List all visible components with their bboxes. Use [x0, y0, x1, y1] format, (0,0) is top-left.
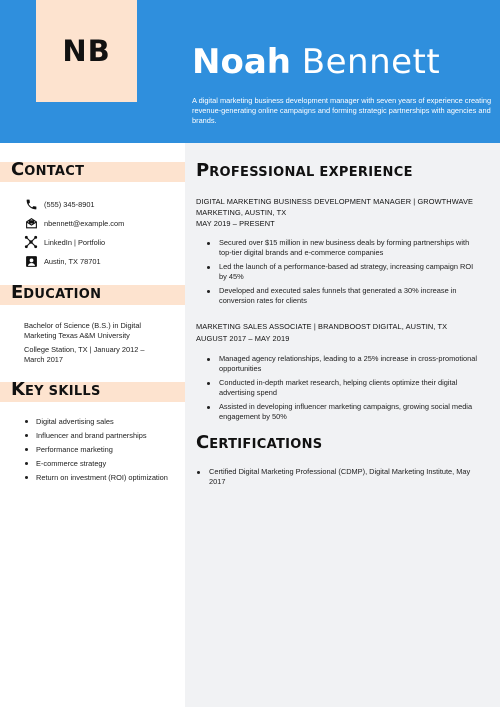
header-banner: [0, 0, 500, 143]
profile-summary: A digital marketing business development manager with seven years of experience creating revenue-generating online campaigns and forming strategic partnerships with agencies and brands.: [192, 96, 492, 125]
job-title: MARKETING SALES ASSOCIATE | BRANDBOOST DIGITAL, AUSTIN, TX: [196, 322, 448, 331]
education-heading: EDUCATION: [11, 282, 102, 303]
last-name: Bennett: [301, 42, 441, 82]
candidate-name: [192, 40, 440, 84]
job-title: DIGITAL MARKETING BUSINESS DEVELOPMENT MANAGER | GROWTHWAVE MARKETING, AUSTIN, TX: [196, 197, 474, 217]
certifications-heading: CERTIFICATIONS: [196, 432, 323, 453]
monogram-badge: [36, 0, 137, 102]
skills-heading: KEY SKILLS: [11, 379, 101, 400]
address-card-icon: [24, 254, 38, 268]
skill-item: Influencer and brand partnerships: [24, 431, 174, 441]
job-bullet: Led the launch of a performance-based ad strategy, increasing campaign ROI by 45%: [207, 262, 477, 282]
skill-item: E-commerce strategy: [24, 459, 174, 469]
job-dates: AUGUST 2017 – MAY 2019: [196, 334, 290, 343]
network-icon: [24, 235, 38, 249]
certifications-list: [196, 467, 486, 487]
phone-icon: [24, 197, 38, 211]
job-bullets: [207, 354, 477, 426]
job-bullet: Secured over $15 million in new business deals by forming partnerships with top-tier digital brands and e-commerce companies: [207, 238, 477, 258]
skill-item: Digital advertising sales: [24, 417, 174, 427]
job-bullet: Managed agency relationships, leading to a 25% increase in cross-promotional opportunities: [207, 354, 477, 374]
job-dates: MAY 2019 – PRESENT: [196, 219, 275, 228]
contact-email-text: nbennett@example.com: [44, 218, 125, 228]
skill-item: Performance marketing: [24, 445, 174, 455]
contact-phone: [24, 197, 95, 211]
job-bullet: Assisted in developing influencer marketing campaigns, growing social media engagement by 50%: [207, 402, 477, 422]
education-details: College Station, TX | January 2012 – March 2017: [24, 345, 145, 364]
contact-email: [24, 216, 124, 230]
contact-phone-text: (555) 345-8901: [44, 199, 95, 209]
experience-heading: PROFESSIONAL EXPERIENCE: [196, 160, 413, 181]
contact-links[interactable]: [24, 235, 105, 249]
job-bullet: Developed and executed sales funnels that generated a 30% increase in conversion rates for clients: [207, 286, 477, 306]
contact-heading: CONTACT: [11, 159, 85, 180]
first-name: Noah: [192, 42, 291, 82]
initials: NB: [62, 34, 111, 68]
contact-address-text: Austin, TX 78701: [44, 256, 101, 266]
envelope-icon: [24, 216, 38, 230]
education-degree: Bachelor of Science (B.S.) in Digital Marketing Texas A&M University: [24, 321, 142, 340]
contact-links-text[interactable]: LinkedIn | Portfolio: [44, 237, 106, 247]
job-bullets: [207, 238, 477, 310]
contact-address: [24, 254, 101, 268]
skills-list: [24, 417, 174, 487]
skill-item: Return on investment (ROI) optimization: [24, 473, 174, 483]
certification-item: Certified Digital Marketing Professional (CDMP), Digital Marketing Institute, May 2017: [196, 467, 486, 487]
job-bullet: Conducted in-depth market research, helping clients optimize their digital advertising spend: [207, 378, 477, 398]
